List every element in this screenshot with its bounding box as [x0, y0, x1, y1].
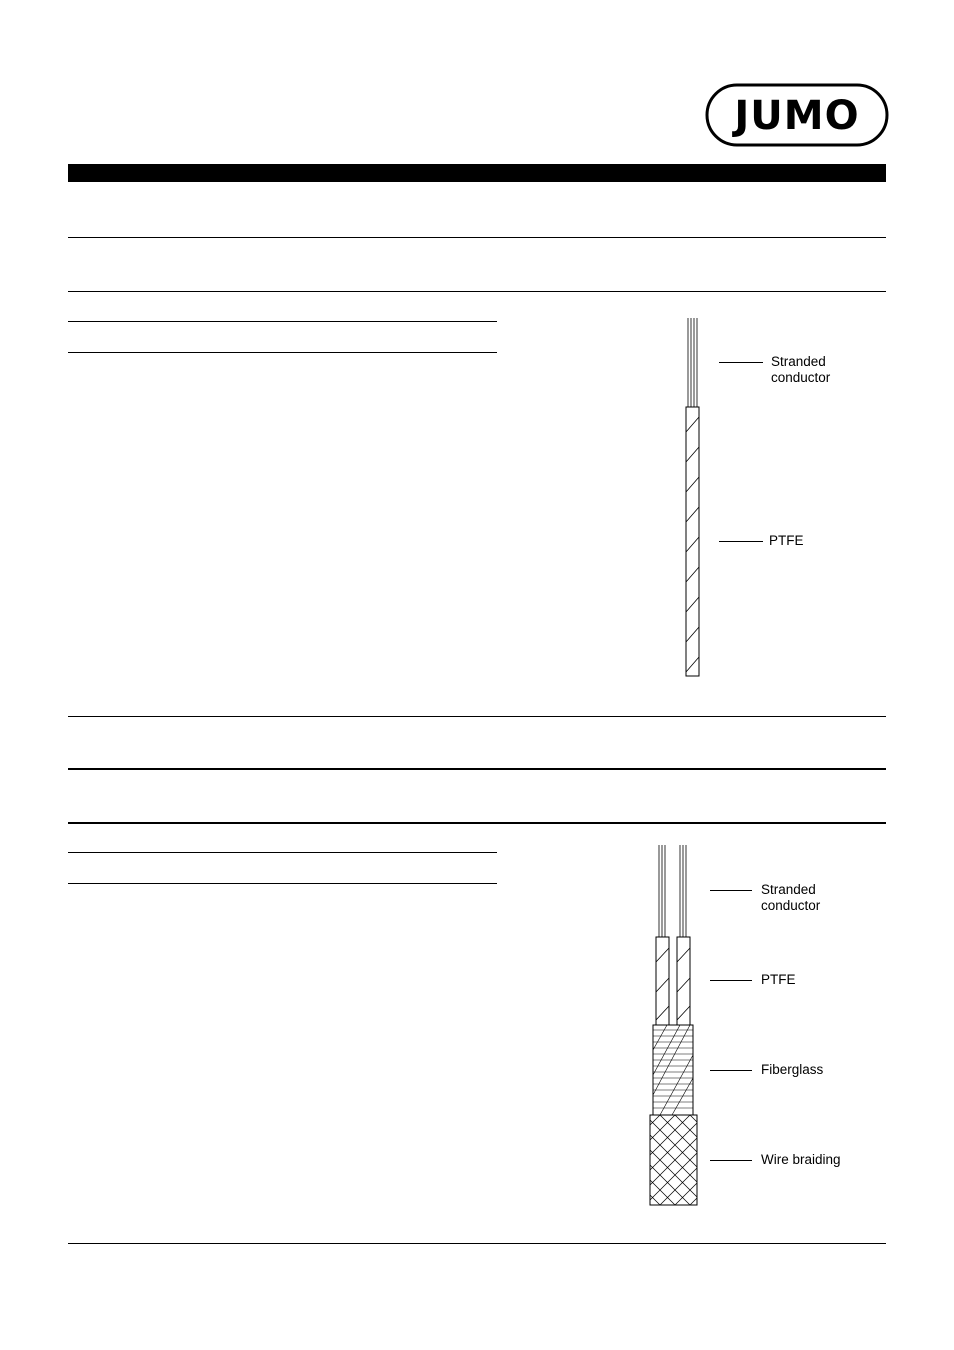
label-ptfe: PTFE — [761, 972, 796, 987]
divider — [68, 1243, 886, 1244]
leader-line — [710, 890, 752, 891]
leader-line — [710, 1070, 752, 1071]
leader-line — [710, 1160, 752, 1161]
leader-line — [710, 980, 752, 981]
label-stranded-conductor: Stranded conductor — [761, 882, 821, 913]
label-ptfe: PTFE — [769, 533, 804, 548]
label-stranded-conductor: Stranded conductor — [771, 354, 831, 385]
logo-text: JUMO — [734, 93, 860, 139]
label-wire-braiding: Wire braiding — [761, 1152, 841, 1167]
label-fiberglass: Fiberglass — [761, 1062, 824, 1077]
